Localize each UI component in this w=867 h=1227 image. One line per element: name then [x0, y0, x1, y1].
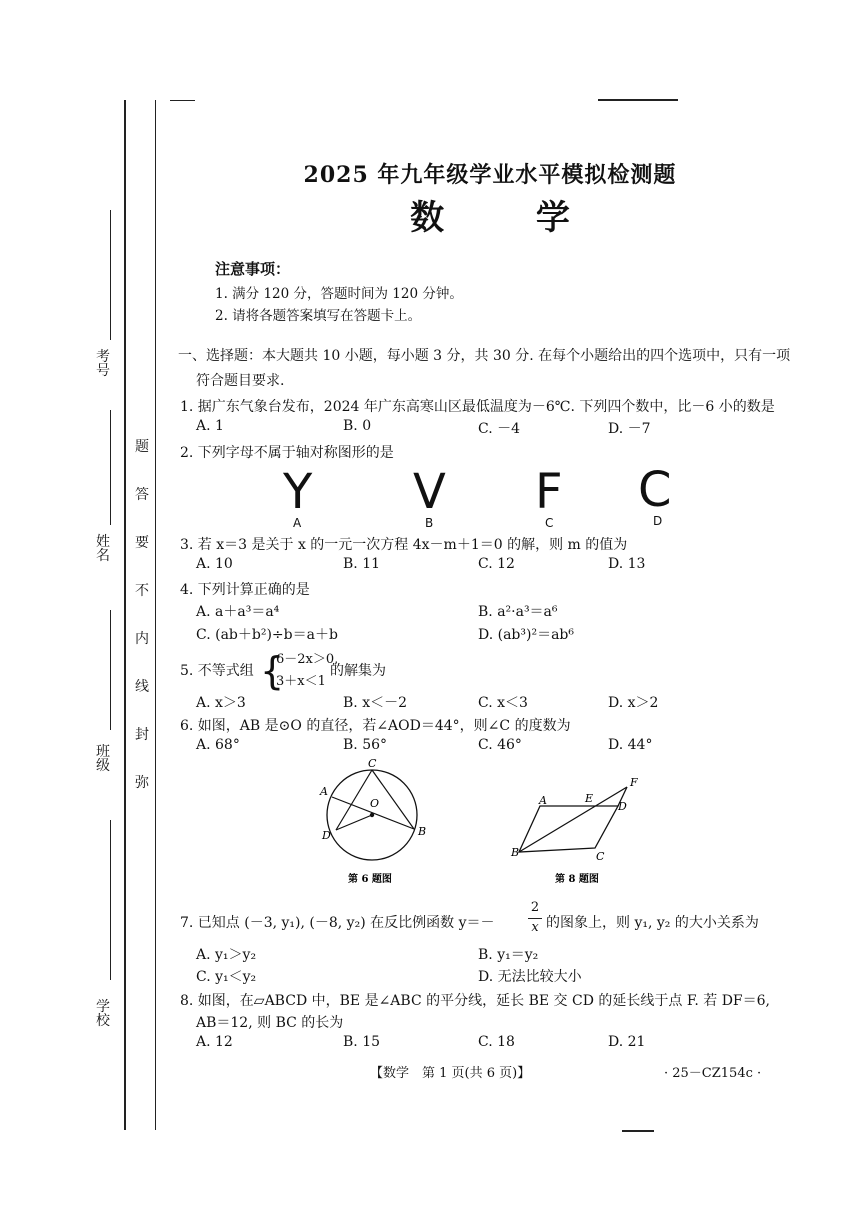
fraction-bar: [528, 918, 542, 919]
question-6-stem: 6. 如图，AB 是⊙O 的直径，若∠AOD＝44°，则∠C 的度数为: [180, 718, 571, 734]
school-label: 学校: [96, 999, 110, 1029]
fig8-label-c: C: [596, 850, 605, 863]
page-footer: 【数学 第 1 页(共 6 页)】: [370, 1066, 531, 1081]
letter-c: C: [638, 462, 672, 518]
question-8-option-b: B. 15: [343, 1034, 381, 1050]
exam-title: 2025 年九年级学业水平模拟检测题: [303, 162, 677, 188]
question-8-option-a: A. 12: [196, 1034, 233, 1050]
question-3-option-d: D. 13: [608, 556, 646, 572]
inequality-brace: {: [260, 649, 285, 693]
question-8-line-1: 8. 如图，在▱ABCD 中，BE 是∠ABC 的平分线，延长 BE 交 CD 的延长线于点 F. 若 DF＝6,: [180, 993, 771, 1009]
question-7-option-a: A. y₁＞y₂: [196, 947, 257, 963]
question-6-option-b: B. 56°: [343, 737, 388, 753]
letter-label-b: B: [425, 516, 434, 530]
question-3-option-c: C. 12: [478, 556, 515, 572]
figure-6-caption: 第 6 题图: [348, 874, 392, 885]
letter-y: Y: [283, 464, 313, 520]
question-2-stem: 2. 下列字母不属于轴对称图形的是: [180, 445, 394, 461]
question-5-prefix: 5. 不等式组: [180, 663, 254, 679]
question-3-option-b: B. 11: [343, 556, 381, 572]
inequality-row-1: 6－2x＞0,: [276, 652, 339, 667]
inequality-row-2: 3＋x＜1: [276, 674, 326, 689]
binding-line-outer: [124, 100, 126, 1130]
figure-8-parallelogram-diagram: [505, 770, 650, 890]
binding-line-inner: [155, 100, 156, 1130]
seal-char: 要: [135, 535, 149, 551]
notes-item: 2. 请将各题答案填写在答题卡上。: [215, 308, 422, 324]
seal-char: 线: [135, 679, 149, 695]
fig8-label-f: F: [630, 776, 638, 789]
seal-char: 弥: [135, 775, 149, 791]
seal-char: 答: [135, 487, 149, 503]
question-8-option-c: C. 18: [478, 1034, 515, 1050]
question-7-stem-b: 的图象上，则 y₁, y₂ 的大小关系为: [546, 915, 759, 931]
question-4-option-d: D. (ab³)²＝ab⁶: [478, 627, 575, 643]
question-5-option-d: D. x＞2: [608, 695, 659, 711]
question-6-option-d: D. 44°: [608, 737, 653, 753]
notes-heading: 注意事项：: [215, 260, 291, 278]
exam-number-blank: [110, 210, 111, 340]
question-4-option-b: B. a²·a³＝a⁶: [478, 604, 558, 620]
question-7-option-c: C. y₁＜y₂: [196, 969, 257, 985]
figure-8-caption: 第 8 题图: [555, 874, 599, 885]
top-mark-left: [170, 100, 195, 101]
question-6-option-a: A. 68°: [196, 737, 240, 753]
question-1-option-a: A. 1: [196, 418, 224, 434]
bottom-mark: [622, 1130, 654, 1132]
question-7-option-b: B. y₁＝y₂: [478, 947, 539, 963]
name-label: 姓名: [96, 534, 110, 564]
fig8-label-a: A: [539, 794, 547, 807]
school-blank: [110, 820, 111, 980]
seal-char: 内: [135, 631, 149, 647]
seal-char: 不: [135, 583, 149, 599]
class-label: 班级: [96, 744, 110, 774]
fig6-label-c: C: [368, 757, 377, 770]
question-3-stem: 3. 若 x＝3 是关于 x 的一元一次方程 4x－m＋1＝0 的解，则 m 的值为: [180, 537, 628, 553]
question-6-option-c: C. 46°: [478, 737, 522, 753]
fraction-denominator: x: [531, 920, 539, 935]
subject-title: 数 学: [410, 198, 610, 238]
fig8-label-b: B: [511, 846, 520, 859]
fraction-numerator: 2: [530, 900, 540, 915]
letter-label-c: C: [545, 516, 554, 530]
letter-label-a: A: [293, 516, 302, 530]
question-7-option-d: D. 无法比较大小: [478, 969, 582, 985]
question-4-option-c: C. (ab＋b²)÷b＝a＋b: [196, 627, 338, 643]
section-heading-cont: 符合题目要求.: [196, 373, 285, 389]
seal-char: 封: [135, 727, 149, 743]
notes-item: 1. 满分 120 分，答题时间为 120 分钟。: [215, 286, 463, 302]
question-5-option-a: A. x＞3: [196, 695, 246, 711]
top-mark-right: [598, 99, 678, 101]
fig6-label-d: D: [322, 829, 331, 842]
seal-char: 题: [135, 439, 149, 455]
letter-label-d: D: [653, 514, 663, 528]
section-heading: 一、选择题：本大题共 10 小题，每小题 3 分，共 30 分. 在每个小题给出的四个选项中，只有一项: [178, 348, 791, 364]
question-1-option-c: C. －4: [478, 421, 521, 437]
question-5-suffix: 的解集为: [330, 663, 386, 679]
question-7-stem-a: 7. 已知点 (－3, y₁), (－8, y₂) 在反比例函数 y＝－: [180, 915, 495, 931]
letter-f: F: [535, 464, 563, 520]
question-5-option-c: C. x＜3: [478, 695, 528, 711]
exam-number-label: 考号: [96, 349, 110, 379]
question-8-option-d: D. 21: [608, 1034, 646, 1050]
question-1-option-b: B. 0: [343, 418, 372, 434]
fig6-label-o: O: [370, 797, 380, 810]
exam-code: · 25－CZ154c ·: [664, 1066, 762, 1081]
question-8-line-2: AB＝12, 则 BC 的长为: [196, 1015, 344, 1031]
class-blank: [110, 610, 111, 730]
letter-v: V: [413, 464, 446, 520]
fig8-label-e: E: [585, 792, 594, 805]
figure-6-circle-diagram: [312, 755, 442, 890]
question-3-option-a: A. 10: [196, 556, 233, 572]
fig6-label-a: A: [320, 785, 328, 798]
question-1-stem: 1. 据广东气象台发布，2024 年广东高寒山区最低温度为－6℃. 下列四个数中，比－6 小的数是: [180, 399, 775, 415]
fig6-label-b: B: [418, 825, 427, 838]
name-blank: [110, 410, 111, 525]
question-4-option-a: A. a＋a³＝a⁴: [196, 604, 280, 620]
question-4-stem: 4. 下列计算正确的是: [180, 582, 310, 598]
fig8-label-d: D: [618, 800, 627, 813]
question-5-option-b: B. x＜－2: [343, 695, 407, 711]
question-1-option-d: D. －7: [608, 421, 651, 437]
